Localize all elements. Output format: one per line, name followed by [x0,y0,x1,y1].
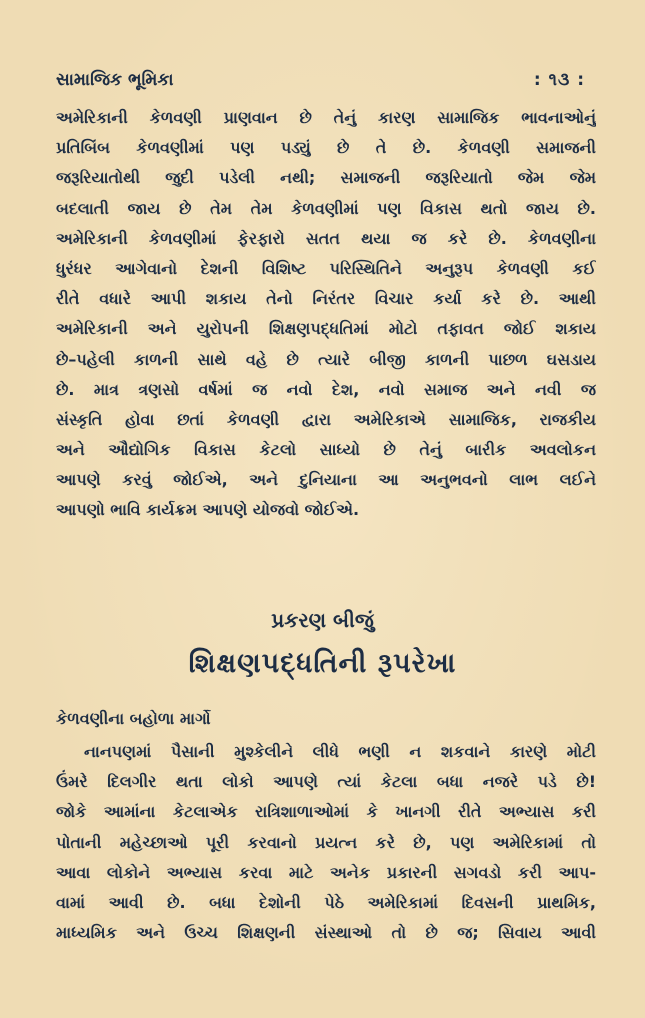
text-line: આવા લોકોને અભ્યાસ કરવા માટે અનેક પ્રકારની સગવડો કરી આપ- [56,862,596,882]
paragraph-1 [56,103,596,526]
running-head-title: સામાજિક ભૂમિકા [56,70,174,90]
text-line: ઉંમરે દિલગીર થતા લોકો આપણે ત્યાં કેટલા બધા નજરે પડે છે! [56,772,596,792]
text-line: આપણો ભાવિ કાર્યક્રમ આપણે યોજવો જોઈએ. [56,500,360,520]
text-line: છે–પહેલી કાળની સાથે વહે છે ત્યારે બીજી કાળની પાછળ ઘસડાય [56,349,596,369]
text-line: વામાં આવી છે. બધા દેશોની પેઠે અમેરિકામાં દિવસની પ્રાથમિક, [56,892,596,912]
text-line: આપણે કરવું જોઈએ, અને દુનિયાના આ અનુભવનો લાભ લઈને [56,470,596,490]
text-line: બદલાતી જાય છે તેમ તેમ કેળવણીમાં પણ વિકાસ થતો જાય છે. [56,198,596,218]
text-line: છે. માત્ર ત્રણસો વર્ષમાં જ નવો દેશ, નવો સમાજ અને નવી જ [56,379,596,399]
text-line: પ્રતિબિંબ કેળવણીમાં પણ પડ્યું છે તે છે. કેળવણી સમાજની [56,138,596,158]
text-line: સંસ્કૃતિ હોવા છતાં કેળવણી દ્વારા અમેરિકાએ સામાજિક, રાજકીય [56,409,596,429]
text-line: માધ્યમિક અને ઉચ્ચ શિક્ષણની સંસ્થાઓ તો છે જ; સિવાય આવી [56,923,596,943]
text-line: જરૂરિયાતોથી જુદી પડેલી નથી; સમાજની જરૂરિયાતો જેમ જેમ [56,168,596,188]
running-head [56,70,585,100]
text-line: અમેરિકાની અને યુરોપની શિક્ષણપદ્ધતિમાં મોટો તફાવત જોઈ શકાય [56,319,596,339]
text-line: અમેરિકાની કેળવણી પ્રાણવાન છે તેનું કારણ સામાજિક ભાવનાઓનું [56,108,596,127]
text-line: અમેરિકાની કેળવણીમાં ફેરફારો સતત થયા જ કરે છે. કેળવણીના [56,228,596,248]
text-line: ધુરંધર આગેવાનો દેશની વિશિષ્ટ પરિસ્થિતિને અનુરૂપ કેળવણી કઈ [56,258,596,278]
text-line: નાનપણમાં પૈસાની મુશ્કેલીને લીધે ભણી ન શકવાને કારણે મોટી [84,742,596,761]
text-line: જોકે આમાંના કેટલાએક રાત્રિશાળાઓમાં કે ખાનગી રીતે અભ્યાસ કરી [56,802,596,822]
chapter-label: પ્રકરણ બીજું [271,608,374,632]
text-line: રીતે વધારે આપી શકાય તેનો નિરંતર વિચાર કર્યા કરે છે. આથી [56,289,596,309]
text-line: અને ઔદ્યોગિક વિકાસ કેટલો સાધ્યો છે તેનું બારીક અવલોકન [56,440,596,460]
page-number: : ૧૩ : [533,70,585,90]
chapter-title: શિક્ષણપદ્ધતિની રૂપરેખા [188,648,457,679]
paragraph-2 [56,737,596,948]
section-heading: કેળવણીના બહોળા માર્ગો [56,709,211,728]
text-line: પોતાની મહેચ્છાઓ પૂરી કરવાનો પ્રયત્ન કરે છે, પણ અમેરિકામાં તો [56,832,596,852]
